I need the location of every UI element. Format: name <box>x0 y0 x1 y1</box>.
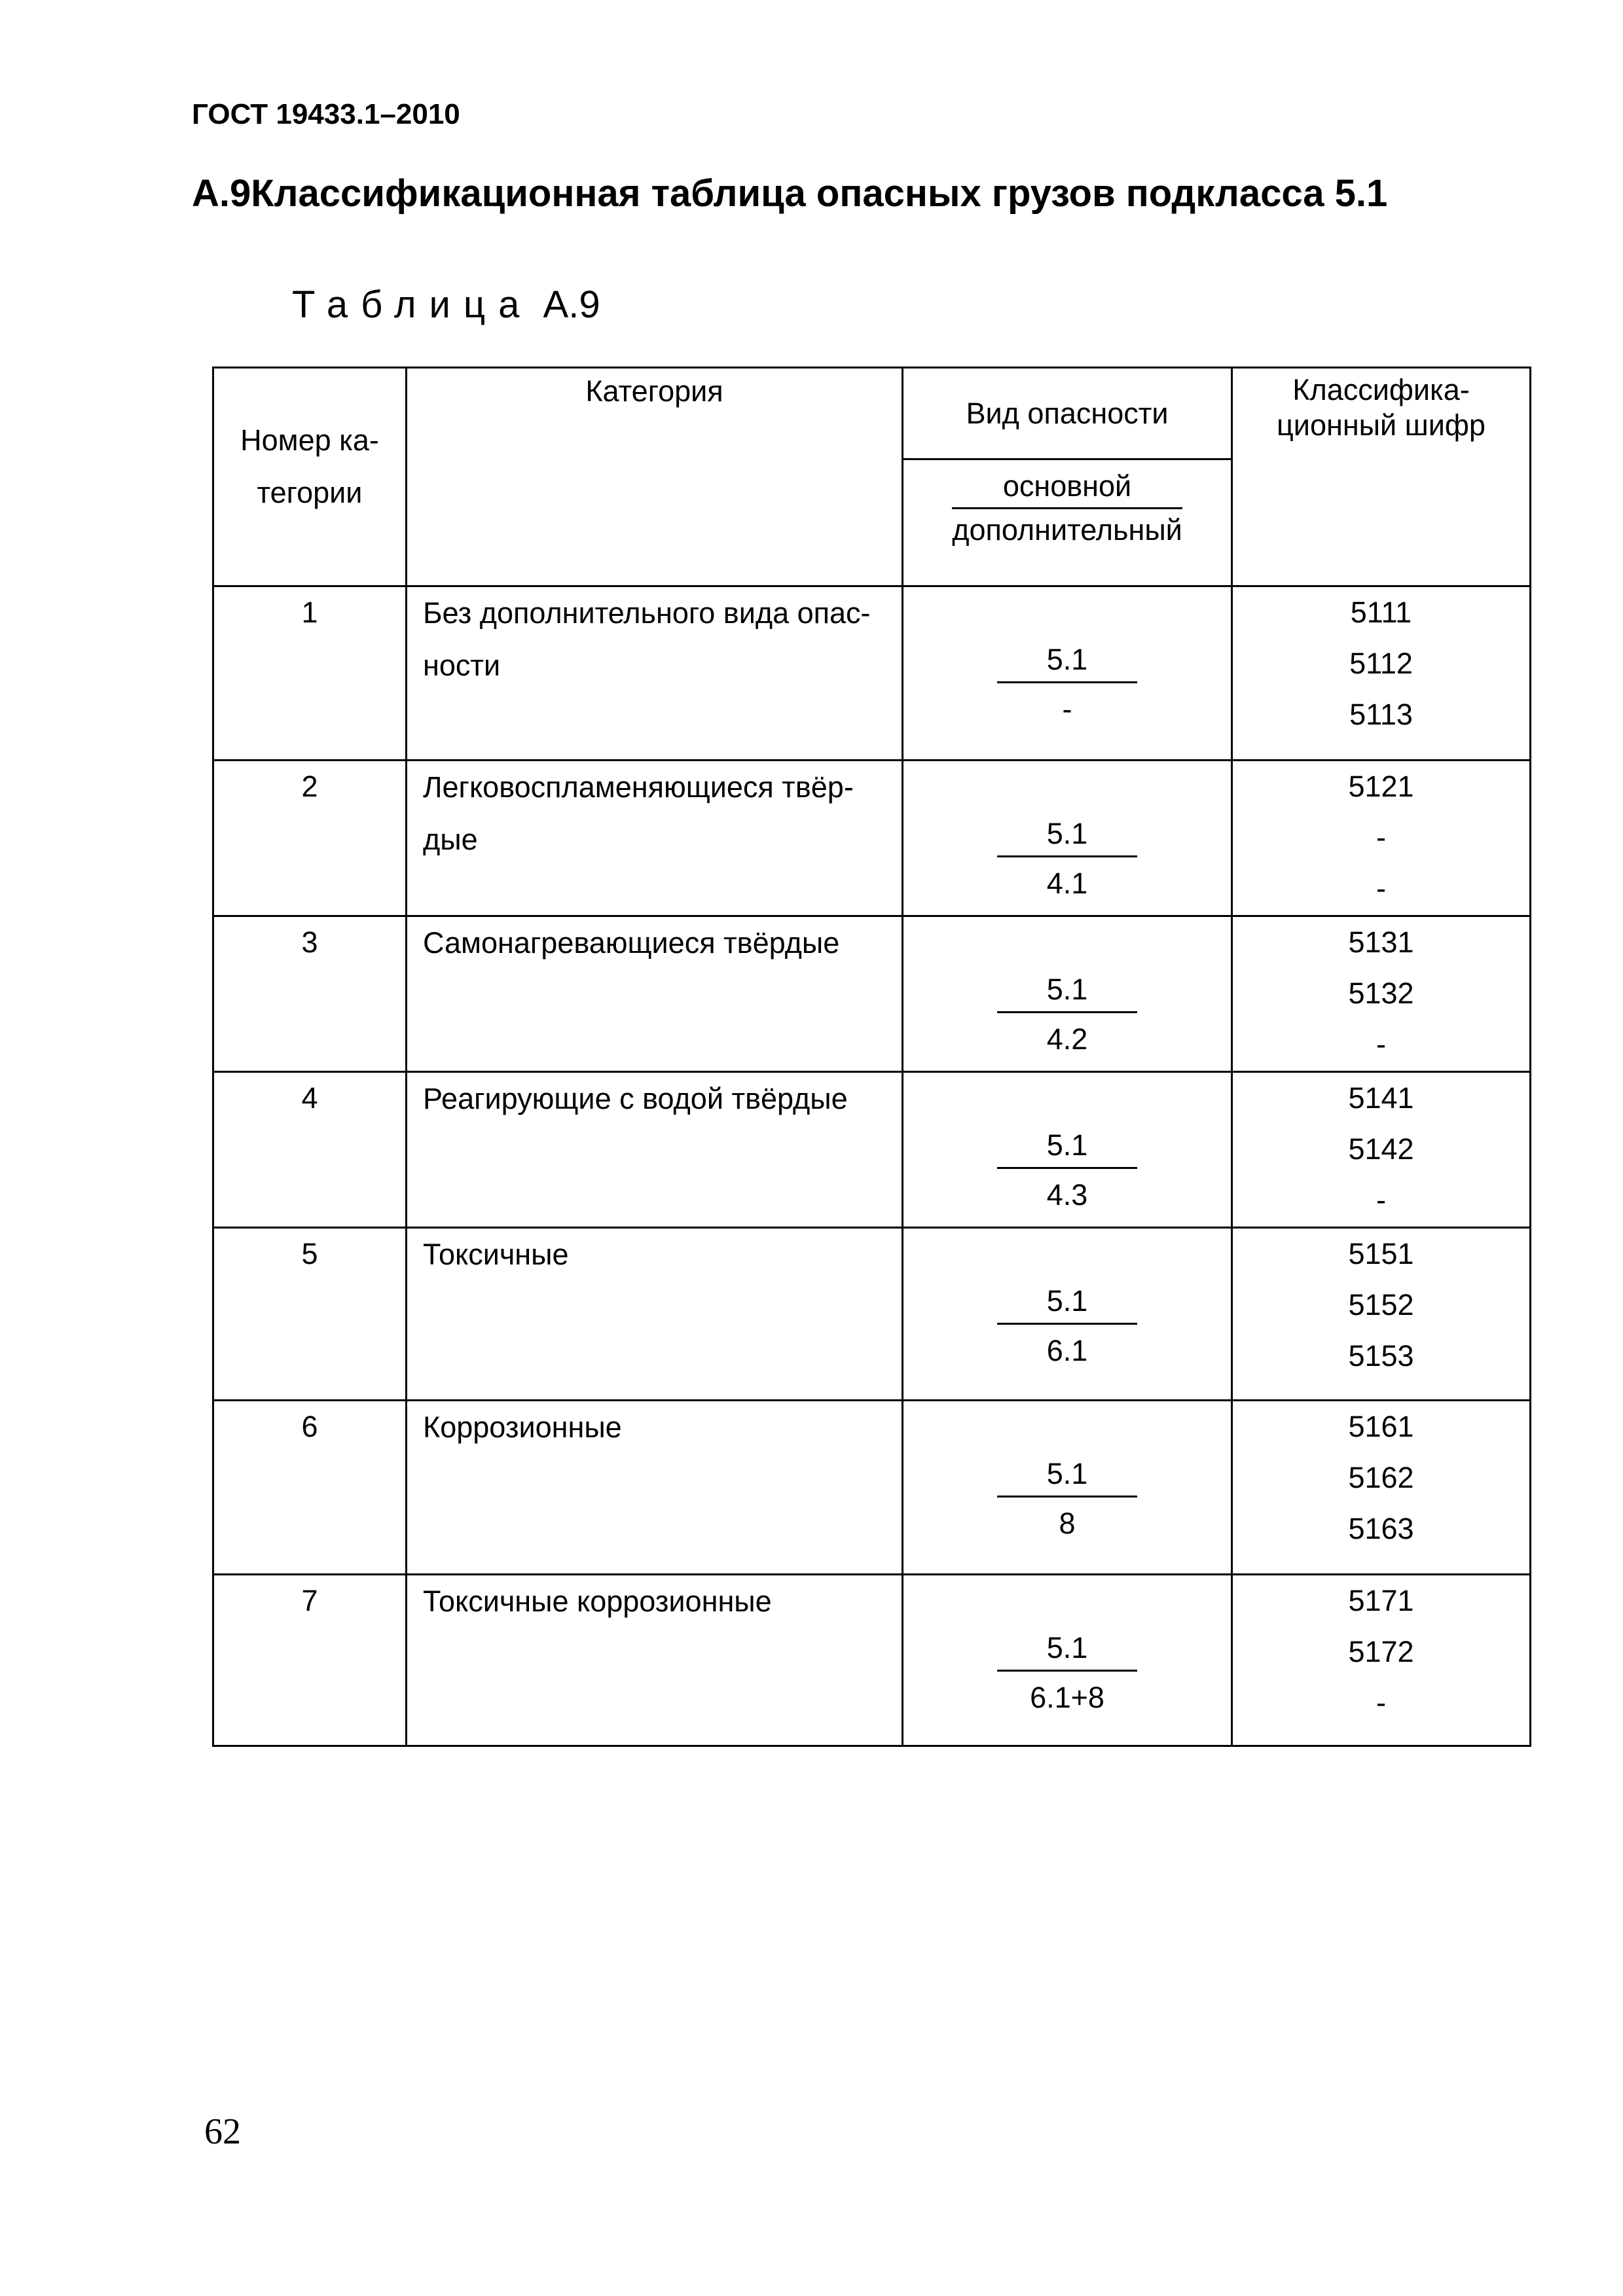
row-name-line2: ности <box>423 649 501 682</box>
header-category <box>407 368 903 586</box>
code: 5162 <box>1348 1461 1414 1494</box>
code: 5113 <box>1349 698 1413 731</box>
code: 5153 <box>1348 1339 1414 1372</box>
row-category-name <box>407 761 903 916</box>
row-hazard <box>903 1072 1232 1228</box>
hazard-fraction <box>997 1280 1137 1377</box>
code: - <box>1376 1028 1386 1061</box>
row-number: 3 <box>213 916 407 1072</box>
table-row <box>213 1072 1531 1228</box>
row-number: 4 <box>213 1072 407 1228</box>
hazard-additional: 4.3 <box>1046 1178 1088 1211</box>
row-codes <box>1232 1072 1531 1228</box>
header-hazard-fraction <box>952 469 1182 547</box>
hazard-fraction <box>997 812 1137 910</box>
code: 5161 <box>1348 1410 1414 1443</box>
row-codes <box>1232 586 1531 761</box>
code: - <box>1376 872 1386 905</box>
hazard-primary: 5.1 <box>997 968 1137 1013</box>
hazard-additional: - <box>1062 692 1072 726</box>
hazard-additional: 4.1 <box>1046 867 1088 900</box>
table-caption-number: А.9 <box>543 283 600 326</box>
table-row <box>213 1575 1531 1746</box>
table-row <box>213 1228 1531 1401</box>
row-number: 2 <box>213 761 407 916</box>
hazard-primary: 5.1 <box>997 812 1137 857</box>
code: 5111 <box>1350 596 1412 629</box>
code: 5112 <box>1349 647 1413 680</box>
header-code-line1: Классифика- <box>1292 373 1470 406</box>
standard-designation: ГОСТ 19433.1–2010 <box>192 98 460 130</box>
hazard-fraction <box>997 968 1137 1066</box>
row-hazard <box>903 916 1232 1072</box>
code: 5163 <box>1348 1512 1414 1545</box>
hazard-fraction <box>997 1124 1137 1221</box>
code: 5152 <box>1348 1288 1414 1321</box>
row-category-name <box>407 1228 903 1401</box>
classification-table <box>212 367 1531 1747</box>
row-name-line1: Токсичные <box>423 1238 569 1271</box>
page-number: 62 <box>204 2111 241 2152</box>
row-codes <box>1232 916 1531 1072</box>
hazard-fraction <box>997 1626 1137 1724</box>
row-name-line1: Коррозионные <box>423 1410 622 1444</box>
header-category-number <box>213 368 407 586</box>
header-hazard-label: Вид опасности <box>966 396 1169 430</box>
header-number-line2: тегории <box>257 476 363 509</box>
table-row <box>213 761 1531 916</box>
header-classification-code <box>1232 368 1531 586</box>
row-name-line2: дые <box>423 823 478 856</box>
row-name-line1: Токсичные коррозионные <box>423 1585 772 1618</box>
code: 5172 <box>1348 1635 1414 1668</box>
hazard-fraction <box>997 1452 1137 1550</box>
hazard-fraction <box>997 638 1137 736</box>
appendix-heading: А.9Классификационная таблица опасных грузов подкласса 5.1 <box>192 172 1388 215</box>
row-number: 1 <box>213 586 407 761</box>
header-hazard-subtypes <box>903 459 1232 586</box>
code: - <box>1376 821 1386 854</box>
row-number: 7 <box>213 1575 407 1746</box>
row-codes <box>1232 1401 1531 1575</box>
hazard-additional: 4.2 <box>1046 1022 1088 1056</box>
hazard-additional: 6.1 <box>1046 1334 1088 1367</box>
row-category-name <box>407 1401 903 1575</box>
code: 5151 <box>1348 1237 1414 1270</box>
row-name-line1: Реагирующие с водой твёрдые <box>423 1082 848 1115</box>
row-hazard <box>903 1401 1232 1575</box>
code: 5141 <box>1348 1081 1414 1115</box>
table-row <box>213 1401 1531 1575</box>
row-number: 6 <box>213 1401 407 1575</box>
header-hazard-primary: основной <box>952 469 1182 509</box>
row-name-line1: Самонагревающиеся твёрдые <box>423 926 840 960</box>
row-number: 5 <box>213 1228 407 1401</box>
table-row <box>213 586 1531 761</box>
hazard-primary: 5.1 <box>997 1452 1137 1498</box>
code: 5171 <box>1348 1584 1414 1617</box>
code: 5142 <box>1348 1132 1414 1166</box>
header-code-line2: ционный шифр <box>1277 408 1486 442</box>
table-caption <box>292 283 600 327</box>
hazard-additional: 6.1+8 <box>1030 1681 1104 1714</box>
code: - <box>1376 1686 1386 1719</box>
row-hazard <box>903 1228 1232 1401</box>
hazard-primary: 5.1 <box>997 1280 1137 1325</box>
hazard-additional: 8 <box>1059 1507 1076 1540</box>
hazard-primary: 5.1 <box>997 1124 1137 1169</box>
row-category-name <box>407 1072 903 1228</box>
header-category-label: Категория <box>585 374 723 408</box>
header-hazard <box>903 368 1232 459</box>
table-caption-word: Таблица <box>292 283 533 326</box>
code: 5131 <box>1348 925 1414 959</box>
header-hazard-additional: дополнительный <box>952 513 1182 547</box>
table-row <box>213 916 1531 1072</box>
row-hazard <box>903 761 1232 916</box>
row-category-name <box>407 1575 903 1746</box>
row-category-name <box>407 916 903 1072</box>
row-category-name <box>407 586 903 761</box>
row-name-line1: Без дополнительного вида опас- <box>423 596 871 630</box>
row-hazard <box>903 586 1232 761</box>
code: - <box>1376 1183 1386 1217</box>
code: 5121 <box>1348 770 1414 803</box>
row-name-line1: Легковоспламеняющиеся твёр- <box>423 770 854 804</box>
row-codes <box>1232 761 1531 916</box>
hazard-primary: 5.1 <box>997 1626 1137 1672</box>
header-number-line1: Номер ка- <box>240 423 379 457</box>
row-codes <box>1232 1575 1531 1746</box>
code: 5132 <box>1348 977 1414 1010</box>
row-hazard <box>903 1575 1232 1746</box>
hazard-primary: 5.1 <box>997 638 1137 683</box>
row-codes <box>1232 1228 1531 1401</box>
